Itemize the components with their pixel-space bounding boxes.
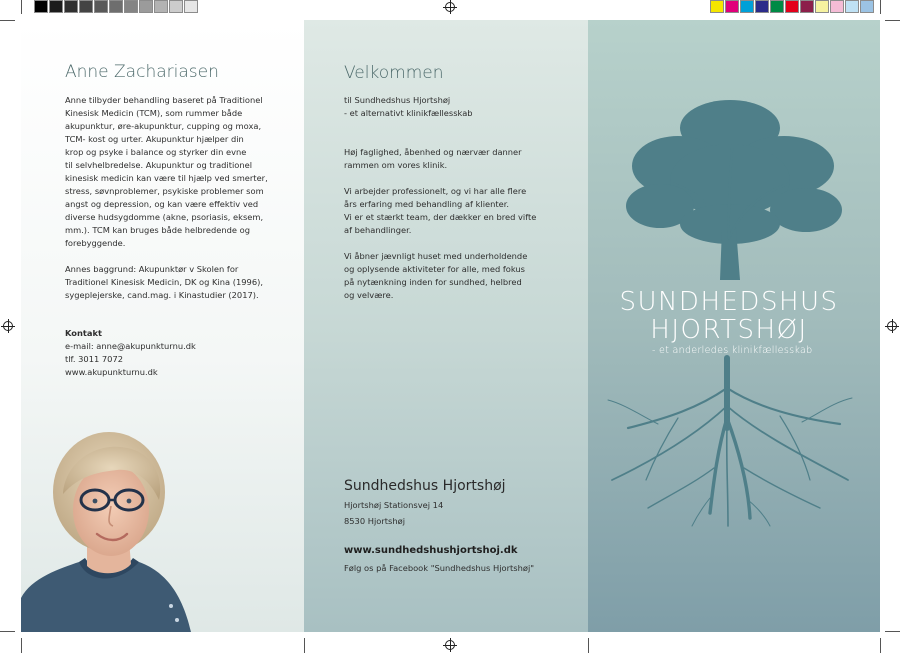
registration-mark-bottom (445, 640, 455, 650)
team-paragraph (344, 185, 574, 237)
bio-line: mm.). TCM kan bruges både helbredende og (65, 225, 250, 235)
paragraph-line: Vi åbner jævnligt huset med underholdende (344, 251, 528, 261)
brand-title-line1: SUNDHEDSHUS (619, 287, 839, 317)
gray-swatch (94, 0, 108, 13)
gray-swatch (109, 0, 123, 13)
gray-swatch (154, 0, 168, 13)
background-paragraph (65, 263, 295, 302)
gray-swatch (64, 0, 78, 13)
contact-phone: tlf. 3011 7072 (65, 354, 124, 364)
color-swatch (755, 0, 769, 13)
bio-line: krop og psyke i balance og styrker din evne (65, 147, 247, 157)
color-swatch (740, 0, 754, 13)
gray-swatch (49, 0, 63, 13)
quality-paragraph (344, 146, 574, 172)
address-heading: Sundhedshus Hjortshøj (344, 478, 506, 494)
crop-mark (21, 0, 22, 14)
background-line: Annes baggrund: Akupunktør v Skolen for (65, 264, 239, 274)
color-swatch (830, 0, 844, 13)
color-swatch (770, 0, 784, 13)
website-link[interactable]: www.sundhedshushjortshoj.dk (344, 545, 518, 556)
address-city: 8530 Hjortshøj (344, 516, 405, 526)
process-color-bar (710, 0, 875, 13)
crop-mark (0, 20, 15, 21)
contact-email[interactable]: e-mail: anne@akupunkturnu.dk (65, 341, 196, 351)
crop-mark (885, 20, 900, 21)
brand-title (598, 288, 860, 344)
registration-mark-right (887, 321, 897, 331)
intro-paragraph (344, 94, 574, 120)
color-swatch (785, 0, 799, 13)
paragraph-line: Høj faglighed, åbenhed og nærvær danner (344, 147, 522, 157)
bio-line: TCM- kost og urter. Akupunktur hjælper din (65, 134, 244, 144)
bio-line: Anne tilbyder behandling baseret på Traditionel (65, 95, 263, 105)
brand-title-line2: HJORTSHØJ (650, 315, 808, 345)
bio-line: diverse hudsygdomme (akne, psoriasis, eksem, (65, 212, 264, 222)
crop-mark (21, 638, 22, 653)
bio-line: stress, søvnproblemer, psykiske problemer som (65, 186, 264, 196)
bio-line: angst og depression, og kan være effektiv ved (65, 199, 259, 209)
welcome-heading: Velkommen (344, 63, 444, 83)
crop-mark (0, 631, 15, 632)
bio-line: forebyggende. (65, 238, 126, 248)
contact-website-link[interactable]: www.akupunkturnu.dk (65, 367, 158, 377)
facebook-note: Følg os på Facebook "Sundhedshus Hjortshøj" (344, 563, 535, 573)
registration-mark-top (445, 2, 455, 12)
gray-swatch (34, 0, 48, 13)
paragraph-line: års erfaring med behandling af klienter. (344, 199, 510, 209)
crop-mark (885, 631, 900, 632)
fold-mark (588, 638, 589, 653)
welcome-text (344, 94, 574, 315)
intro-line: til Sundhedshus Hjortshøj (344, 95, 451, 105)
intro-line: - et alternativt klinikfællesskab (344, 108, 473, 118)
portrait-photo (21, 430, 201, 632)
gray-swatch (169, 0, 183, 13)
bio-line: kinesisk medicin kan være til hjælp ved smerter, (65, 173, 268, 183)
gray-swatch (79, 0, 93, 13)
crop-mark (880, 0, 881, 14)
contact-block (65, 327, 285, 379)
color-swatch (800, 0, 814, 13)
fold-mark (304, 638, 305, 653)
paragraph-line: Vi arbejder professionelt, og vi har alle flere (344, 186, 527, 196)
paragraph-line: af behandlinger. (344, 225, 412, 235)
color-swatch (845, 0, 859, 13)
paragraph-line: rammen om vores klinik. (344, 160, 448, 170)
contact-heading: Kontakt (65, 328, 102, 338)
bio-line: til selvhelbredelse. Akupunktur og traditionel (65, 160, 253, 170)
background-line: Traditionel Kinesisk Medicin, DK og Kina (1996), (65, 277, 263, 287)
crop-mark (880, 638, 881, 653)
color-swatch (710, 0, 724, 13)
background-line: sygeplejerske, cand.mag. i Kinastudier (2017). (65, 290, 259, 300)
gray-swatch (184, 0, 198, 13)
gray-swatch (124, 0, 138, 13)
address-block (344, 499, 443, 528)
paragraph-line: på nytænkning inden for sundhed, helbred (344, 277, 522, 287)
address-street: Hjortshøj Stationsvej 14 (344, 500, 444, 510)
therapist-bio (65, 94, 295, 315)
paragraph-line: Vi er et stærkt team, der dækker en bred vifte (344, 212, 537, 222)
color-swatch (725, 0, 739, 13)
color-swatch (860, 0, 874, 13)
color-swatch (815, 0, 829, 13)
grayscale-color-bar (34, 0, 199, 13)
bio-line: Kinesisk Medicin (TCM), som rummer både (65, 108, 243, 118)
bio-line: akupunktur, øre-akupunktur, cupping og moxa, (65, 121, 262, 131)
activities-paragraph (344, 250, 574, 302)
paragraph-line: og velvære. (344, 290, 394, 300)
brand-tagline: - et anderledes klinikfællesskab (652, 345, 813, 356)
registration-mark-left (3, 321, 13, 331)
gray-swatch (139, 0, 153, 13)
bio-paragraph (65, 94, 295, 250)
therapist-name-heading: Anne Zachariasen (65, 62, 219, 82)
paragraph-line: og oplysende aktiviteter for alle, med fokus (344, 264, 525, 274)
